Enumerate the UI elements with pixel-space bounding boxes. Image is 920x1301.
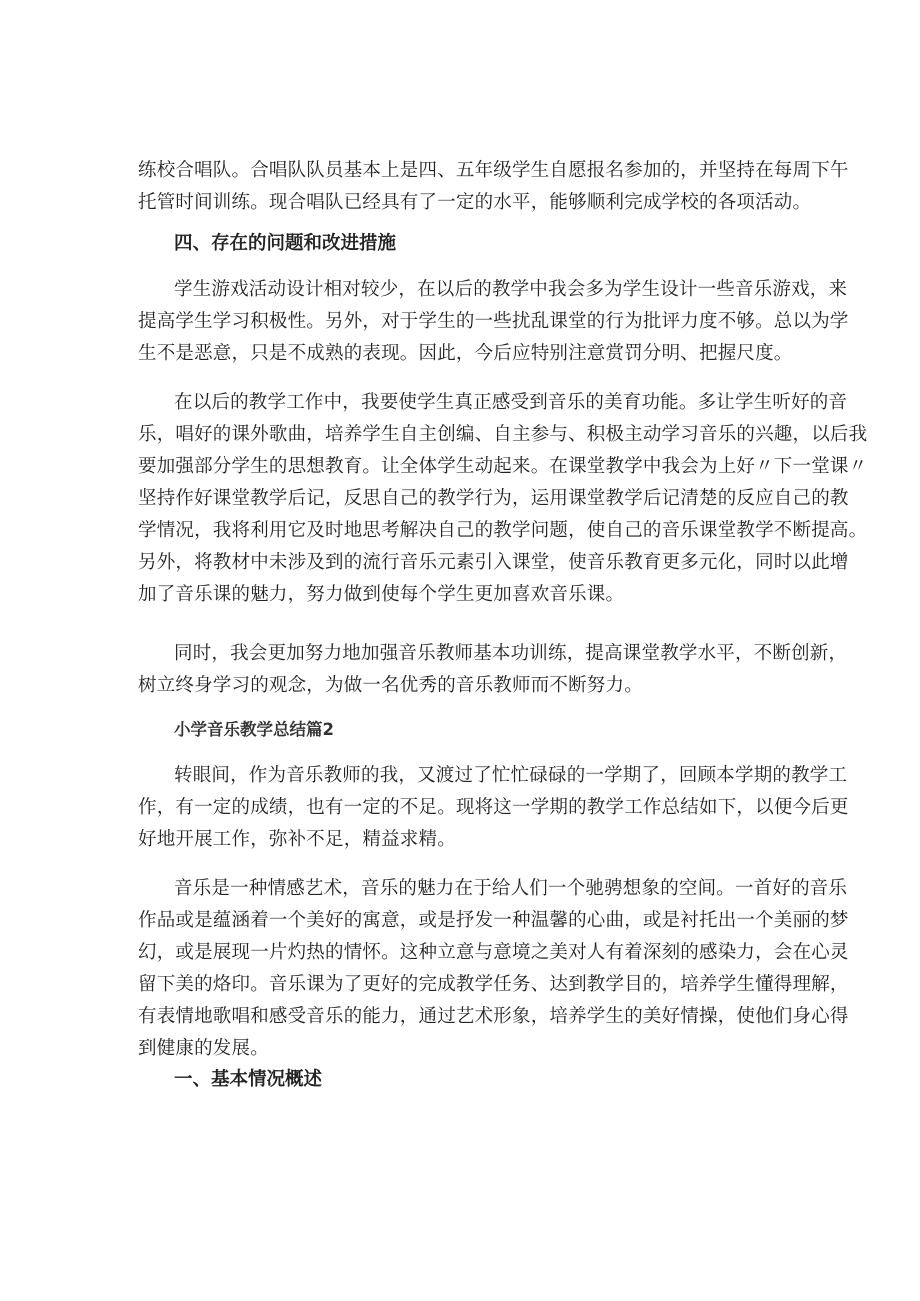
text-line: 音乐是一种情感艺术，音乐的魅力在于给人们一个驰骋想象的空间。一首好的音乐 xyxy=(174,878,848,899)
text-line: 生不是恶意，只是不成熟的表现。因此，今后应特别注意赏罚分明、把握尺度。 xyxy=(138,343,793,364)
paragraph-music-art xyxy=(138,873,849,1065)
text-line: 同时，我会更加努力地加强音乐教师基本功训练，提高课堂教学水平，不断创新， xyxy=(174,643,848,664)
text-line: 到健康的发展。 xyxy=(138,1038,269,1059)
text-line: 作品或是蕴涵着一个美好的寓意，或是抒发一种温馨的心曲，或是衬托出一个美丽的梦 xyxy=(138,910,849,931)
text-line: 学生游戏活动设计相对较少，在以后的教学中我会多为学生设计一些音乐游戏，来 xyxy=(174,279,848,300)
paragraph-games xyxy=(138,274,849,370)
text-line: 加了音乐课的魅力，努力做到使每个学生更加喜欢音乐课。 xyxy=(138,584,625,605)
text-line: 留下美的烙印。音乐课为了更好的完成教学任务、达到教学目的，培养学生懂得理解， xyxy=(138,974,849,995)
paragraph-choir-continued xyxy=(138,155,849,219)
text-line: 转眼间，作为音乐教师的我，又渡过了忙忙碌碌的一学期了，回顾本学期的教学工 xyxy=(174,765,848,786)
text-line: 要加强部分学生的思想教育。让全体学生动起来。在课堂教学中我会为上好〃下一堂课〃 xyxy=(138,456,868,477)
text-line: 学情况，我将利用它及时地思考解决自己的教学问题，使自己的音乐课堂教学不断提高。 xyxy=(138,520,868,541)
text-line: 作，有一定的成绩，也有一定的不足。现将这一学期的教学工作总结如下，以便今后更 xyxy=(138,797,849,818)
text-line: 托管时间训练。现合唱队已经具有了一定的水平，能够顺利完成学校的各项活动。 xyxy=(138,192,812,213)
section-heading-overview: 一、基本情况概述 xyxy=(174,1069,323,1090)
text-line: 好地开展工作，弥补不足，精益求精。 xyxy=(138,829,456,850)
text-line: 有表情地歌唱和感受音乐的能力，通过艺术形象，培养学生的美好情操，使他们身心得 xyxy=(138,1006,849,1027)
text-line: 练校合唱队。合唱队队员基本上是四、五年级学生自愿报名参加的，并坚持在每周下午 xyxy=(138,160,849,181)
paragraph-self-improvement xyxy=(138,638,848,702)
article-title-part2: 小学音乐教学总结篇2 xyxy=(174,720,334,739)
section-heading-problems: 四、存在的问题和改进措施 xyxy=(174,233,397,254)
text-line: 幻，或是展现一片灼热的情怀。这种立意与意境之美对人有着深刻的感染力，会在心灵 xyxy=(138,942,849,963)
text-line: 树立终身学习的观念，为做一名优秀的音乐教师而不断努力。 xyxy=(138,675,643,696)
paragraph-semester-review xyxy=(138,760,849,856)
text-line: 提高学生学习积极性。另外，对于学生的一些扰乱课堂的行为批评力度不够。总以为学 xyxy=(138,311,849,332)
text-line: 在以后的教学工作中，我要使学生真正感受到音乐的美育功能。多让学生听好的音 xyxy=(174,392,848,413)
paragraph-future-teaching xyxy=(138,387,868,611)
text-line: 坚持作好课堂教学后记，反思自己的教学行为，运用课堂教学后记清楚的反应自己的教 xyxy=(138,488,849,509)
text-line: 另外，将教材中未涉及到的流行音乐元素引入课堂，使音乐教育更多元化，同时以此增 xyxy=(138,552,849,573)
text-line: 乐，唱好的课外歌曲，培养学生自主创编、自主参与、积极主动学习音乐的兴趣，以后我 xyxy=(138,424,868,445)
